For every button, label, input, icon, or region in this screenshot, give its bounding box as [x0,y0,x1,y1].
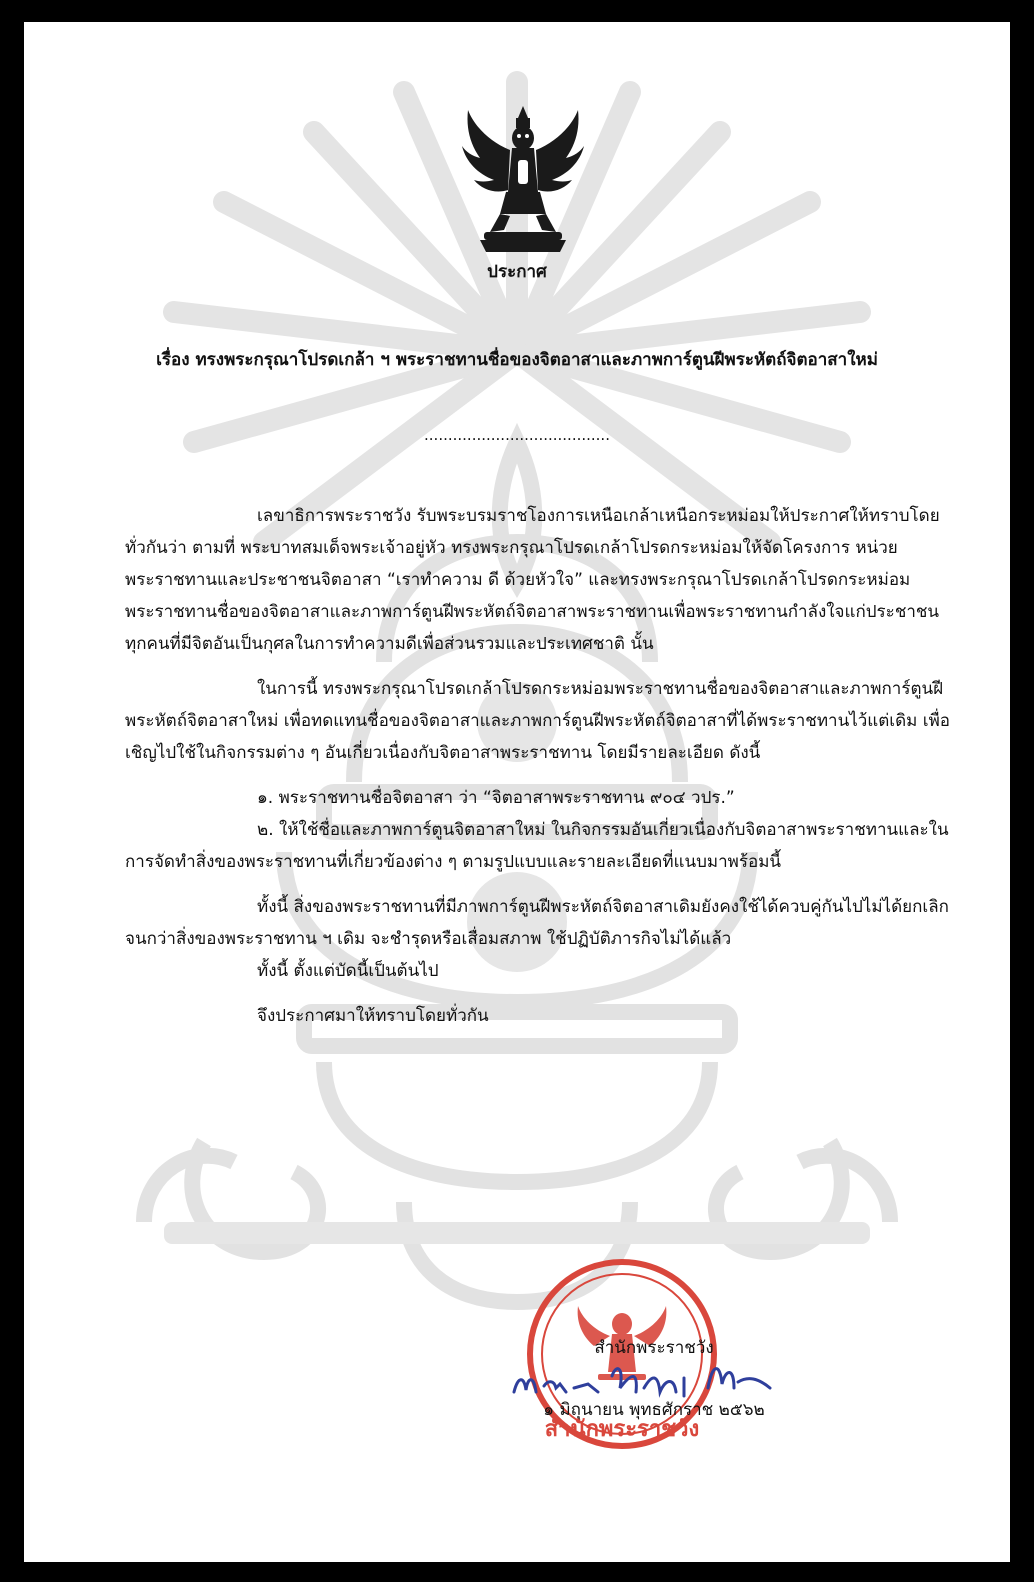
list-item-2: ๒. ให้ใช้ชื่อและภาพการ์ตูนจิตอาสาใหม่ ในกิจกรรมอันเกี่ยวเนื่องกับจิตอาสาพระราชทานและในการจัดทำสิ่งของพระราชทานที่เกี่ยวข้องต่าง ๆ ตามรูปแบบและรายละเอียดที่แนบมาพร้อมนี้ [125,820,949,872]
announcement-heading: ประกาศ [487,262,547,282]
garuda-emblem-icon [460,104,586,254]
announcement-date: ๑ มิถุนายน พุทธศักราช ๒๕๖๒ [543,1400,765,1420]
paragraph-4: ทั้งนี้ ตั้งแต่บัดนี้เป็นต้นไป [257,961,439,981]
issuing-office: สำนักพระราชวัง [594,1338,714,1358]
paragraph-1: เลขาธิการพระราชวัง รับพระบรมราชโองการเหนือเกล้าเหนือกระหม่อมให้ประกาศให้ทราบโดยทั่วกันว่า ตามที่ พระบาทสมเด็จพระเจ้าอยู่หัว ทรงพระกรุณาโปรดเกล้าโปรดกระหม่อมให้จัดโครงการ หน่วยพระราชทานและประชาชนจิตอาสา “เราทำความ ดี ด้วยหัวใจ” และทรงพระกรุณาโปรดเกล้าโปรดกระหม่อมพระราชทานชื่อของจิตอาสาและภาพการ์ตูนฝีพระหัตถ์จิตอาสาพระราชทานเพื่อพระราชทานกำลังใจแก่ประชาชนทุกคนที่มีจิตอันเป็นกุศลในการทำความดีเพื่อส่วนรวมและประเทศชาติ นั้น [125,506,940,654]
list-item-1: ๑. พระราชทานชื่อจิตอาสา ว่า “จิตอาสาพระราชทาน ๙๐๔ วปร.” [257,788,735,808]
seal-text: สำนักพระราชวัง [544,1417,700,1442]
closing-line: จึงประกาศมาให้ทราบโดยทั่วกัน [257,1006,489,1026]
document-page [24,22,1010,1562]
paragraph-2: ในการนี้ ทรงพระกรุณาโปรดเกล้าโปรดกระหม่อมพระราชทานชื่อของจิตอาสาและภาพการ์ตูนฝีพระหัตถ์จิตอาสาใหม่ เพื่อทดแทนชื่อของจิตอาสาและภาพการ์ตูนฝีพระหัตถ์จิตอาสาที่ได้พระราชทานไว้แต่เดิม เพื่อเชิญไปใช้ในกิจกรรมต่าง ๆ อันเกี่ยวเนื่องกับจิตอาสาพระราชทาน โดยมีรายละเอียด ดังนี้ [125,679,950,763]
paragraph-3: ทั้งนี้ สิ่งของพระราชทานที่มีภาพการ์ตูนฝีพระหัตถ์จิตอาสาเดิมยังคงใช้ได้ควบคู่กันไปไม่ได้ยกเลิกจนกว่าสิ่งของพระราชทาน ฯ เดิม จะชำรุดหรือเสื่อมสภาพ ใช้ปฏิบัติภารกิจไม่ได้แล้ว [125,897,949,949]
separator-dots: ....................................... [424,426,610,444]
announcement-body [125,500,960,1032]
announcement-subject: เรื่อง ทรงพระกรุณาโปรดเกล้า ฯ พระราชทานชื่อของจิตอาสาและภาพการ์ตูนฝีพระหัตถ์จิตอาสาใหม่ [156,350,878,370]
